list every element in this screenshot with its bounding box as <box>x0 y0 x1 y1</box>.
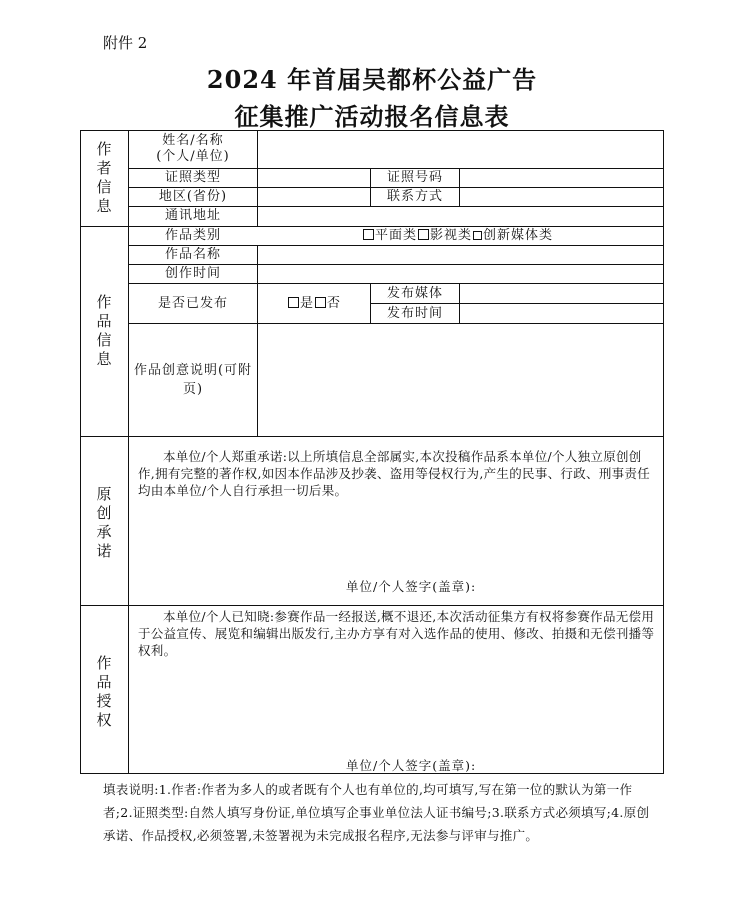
section-license: 作 品 授 权 <box>96 654 112 729</box>
checkbox-video[interactable] <box>418 229 429 240</box>
name-label: 姓名/名称 (个人/单位) <box>156 133 230 164</box>
checkbox-yes[interactable] <box>288 297 299 308</box>
create-time-input[interactable] <box>258 265 663 283</box>
id-type-label: 证照类型 <box>164 170 221 185</box>
published-options: 是 否 <box>258 296 370 312</box>
region-label: 地区(省份) <box>158 189 228 204</box>
description-label: 作品创意说明(可附页) <box>133 363 253 397</box>
id-number-input[interactable] <box>460 169 663 187</box>
form-title-line2: 征集推广活动报名信息表 <box>234 102 510 131</box>
form-title-line1: 2024 年首届吴都杯公益广告 <box>206 65 538 94</box>
published-label: 是否已发布 <box>157 296 228 311</box>
contact-label: 联系方式 <box>386 189 443 204</box>
create-time-label: 创作时间 <box>164 266 221 281</box>
work-category-options: 平面类 影视类 创新媒体类 <box>362 228 662 244</box>
description-input[interactable] <box>258 324 663 436</box>
contact-input[interactable] <box>460 188 663 206</box>
work-name-label: 作品名称 <box>164 247 221 262</box>
id-number-label: 证照号码 <box>386 170 443 185</box>
form-notes: 填表说明:1.作者:作者为多人的或者既有个人也有单位的,均可填写,写在第一位的默认为第一作者;2.证照类型:自然人填写身份证,单位填写企事业单位法人证书编号;3.联系方式必须填写;4.原创承诺、作品授权,必须签署,未签署视为未完成报名程序,无法参与评审与推广。 <box>103 782 650 843</box>
media-label: 发布媒体 <box>386 286 443 301</box>
section-author: 作 者 信 息 <box>96 140 112 215</box>
section-work: 作 品 信 息 <box>96 293 112 368</box>
original-statement: 本单位/个人郑重承诺:以上所填信息全部属实,本次投稿作品系本单位/个人独立原创创作,拥有完整的著作权,如因本作品涉及抄袭、盗用等侵权行为,产生的民事、行政、刑事责任均由本单位/个人自行承担一切后果。 <box>138 449 651 498</box>
checkbox-print[interactable] <box>363 229 374 240</box>
original-signature: 单位/个人签字(盖章): <box>346 579 477 594</box>
attachment-label: 附件 2 <box>103 34 148 52</box>
section-original: 原 创 承 诺 <box>96 485 112 560</box>
work-name-input[interactable] <box>258 246 663 264</box>
id-type-input[interactable] <box>258 169 370 187</box>
license-signature: 单位/个人签字(盖章): <box>346 758 477 773</box>
work-category-label: 作品类别 <box>164 228 221 243</box>
media-input[interactable] <box>460 284 663 303</box>
address-input[interactable] <box>258 207 663 226</box>
checkbox-no[interactable] <box>315 297 326 308</box>
checkbox-new-media[interactable] <box>473 231 482 240</box>
publish-time-input[interactable] <box>460 304 663 323</box>
license-statement: 本单位/个人已知晓:参赛作品一经报送,概不退还,本次活动征集方有权将参赛作品无偿用于公益宣传、展览和编辑出版发行,主办方享有对入选作品的使用、修改、拍摄和无偿刊播等权利。 <box>138 609 655 658</box>
publish-time-label: 发布时间 <box>386 306 443 321</box>
region-input[interactable] <box>258 188 370 206</box>
name-input[interactable] <box>258 131 663 168</box>
address-label: 通讯地址 <box>164 208 221 223</box>
